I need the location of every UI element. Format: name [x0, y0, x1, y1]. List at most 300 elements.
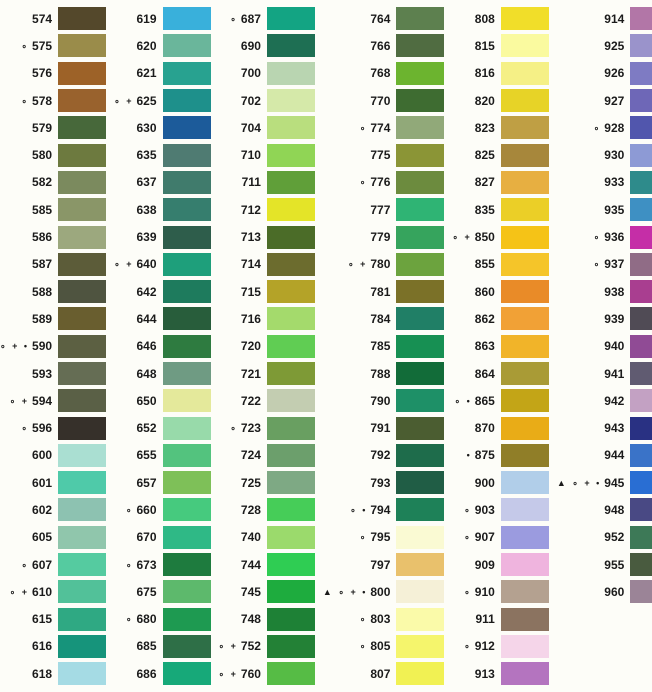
symbol-prefix: ∘ [359, 122, 368, 133]
color-swatch [163, 280, 211, 303]
color-number: 580 [32, 148, 53, 163]
symbol-prefix: ∘ [464, 504, 472, 515]
color-number: 955 [604, 557, 625, 572]
color-chip-row [0, 551, 106, 578]
color-swatch [396, 417, 444, 440]
color-swatch [501, 280, 549, 303]
chip-label [0, 286, 58, 298]
color-number: 714 [240, 257, 261, 272]
color-chip-row [323, 60, 444, 87]
chip-label [0, 95, 58, 107]
color-number: 660 [136, 502, 157, 517]
chip-label [114, 559, 162, 571]
chip-label [452, 586, 500, 598]
color-chip-row [219, 578, 315, 605]
color-number: 642 [136, 284, 157, 299]
color-number: 960 [604, 584, 625, 599]
color-number: 586 [32, 230, 53, 245]
color-chip-row [557, 251, 652, 278]
color-chip-row [557, 524, 652, 551]
color-swatch [267, 553, 315, 576]
color-chip-row [557, 305, 652, 332]
color-number: 870 [474, 421, 495, 436]
symbol-prefix: ∘ [125, 504, 134, 515]
color-swatch [267, 89, 315, 112]
chip-label [557, 13, 630, 25]
color-swatch [396, 198, 444, 221]
chip-label [323, 668, 396, 680]
color-number: 863 [474, 339, 495, 354]
color-swatch [267, 335, 315, 358]
color-number: 715 [240, 284, 261, 299]
symbol-prefix: ∘ + [114, 95, 134, 106]
color-swatch [630, 116, 652, 139]
color-chip-row [114, 360, 210, 387]
color-swatch [396, 116, 444, 139]
color-chip-row [0, 442, 106, 469]
color-number: 700 [240, 66, 261, 81]
color-swatch [396, 171, 444, 194]
color-chip-row [323, 251, 444, 278]
chip-label [452, 668, 500, 680]
color-number: 935 [604, 202, 625, 217]
color-chip-row [0, 578, 106, 605]
color-swatch [630, 7, 652, 30]
color-swatch [630, 89, 652, 112]
color-swatch [267, 526, 315, 549]
chip-label [114, 204, 162, 216]
chip-label [0, 67, 58, 79]
color-swatch [58, 526, 106, 549]
color-chip-row [452, 414, 548, 441]
color-number: 722 [240, 393, 261, 408]
color-number: 673 [136, 557, 157, 572]
color-swatch [58, 444, 106, 467]
chip-label [114, 67, 162, 79]
color-number: 785 [370, 339, 391, 354]
color-swatch [267, 34, 315, 57]
color-swatch [396, 662, 444, 685]
chip-label [219, 422, 267, 434]
chip-label [323, 449, 396, 461]
color-swatch [58, 171, 106, 194]
color-chip-row [114, 524, 210, 551]
color-number: 943 [604, 421, 625, 436]
color-number: 601 [32, 475, 53, 490]
chart-column [0, 5, 114, 692]
chip-label [452, 477, 500, 489]
color-swatch [163, 171, 211, 194]
symbol-prefix: ∘ + [452, 232, 472, 243]
color-swatch [630, 280, 652, 303]
color-swatch [501, 144, 549, 167]
chip-label [0, 340, 58, 352]
color-swatch [163, 144, 211, 167]
color-number: 820 [474, 93, 495, 108]
chip-label [0, 13, 58, 25]
chip-label [557, 286, 630, 298]
chip-label [557, 395, 630, 407]
color-chip-row [323, 196, 444, 223]
color-chip-row [0, 333, 106, 360]
color-chip-row [557, 387, 652, 414]
chip-label [557, 559, 630, 571]
color-swatch [501, 580, 549, 603]
color-number: 914 [604, 11, 625, 26]
color-swatch [501, 498, 549, 521]
color-number: 635 [136, 148, 157, 163]
color-chip-row [323, 524, 444, 551]
color-chip-row [114, 606, 210, 633]
color-chip-row [0, 360, 106, 387]
color-number: 748 [240, 612, 261, 627]
color-chip-row [114, 469, 210, 496]
chip-label [452, 313, 500, 325]
color-chip-row [452, 60, 548, 87]
color-chip-row [323, 169, 444, 196]
color-swatch [396, 34, 444, 57]
chip-label [219, 477, 267, 489]
color-swatch [267, 580, 315, 603]
chip-label [219, 231, 267, 243]
symbol-prefix: ∘ [125, 614, 134, 625]
color-chip-row [219, 469, 315, 496]
color-swatch [630, 553, 652, 576]
color-swatch [58, 34, 106, 57]
chip-label [114, 340, 162, 352]
chip-label [323, 640, 396, 652]
color-swatch [58, 417, 106, 440]
color-swatch [267, 144, 315, 167]
color-chip-row [219, 278, 315, 305]
color-chip-row [557, 278, 652, 305]
color-number: 805 [370, 639, 391, 654]
chip-label [323, 13, 396, 25]
color-swatch [267, 253, 315, 276]
color-swatch [501, 471, 549, 494]
chip-label [0, 422, 58, 434]
chip-label [114, 286, 162, 298]
color-number: 615 [32, 612, 53, 627]
chip-label [219, 340, 267, 352]
color-swatch [163, 471, 211, 494]
color-number: 930 [604, 148, 625, 163]
color-swatch [501, 7, 549, 30]
color-swatch [58, 62, 106, 85]
color-chip-row [219, 606, 315, 633]
symbol-prefix: ∘ + [218, 641, 238, 652]
color-swatch [58, 144, 106, 167]
color-chip-row [557, 60, 652, 87]
chip-label [323, 258, 396, 270]
color-chip-row [452, 141, 548, 168]
color-number: 574 [32, 11, 53, 26]
color-number: 794 [370, 502, 391, 517]
color-number: 938 [604, 284, 625, 299]
color-swatch [501, 662, 549, 685]
color-number: 797 [370, 557, 391, 572]
chip-label [0, 149, 58, 161]
color-chip-row [557, 360, 652, 387]
color-chip-row [219, 169, 315, 196]
symbol-prefix: ∘ + [347, 259, 368, 270]
color-number: 910 [474, 584, 495, 599]
color-swatch [630, 580, 652, 603]
color-swatch [163, 7, 211, 30]
chip-label [452, 449, 500, 461]
chart-column [452, 5, 556, 692]
color-number: 835 [474, 202, 495, 217]
color-number: 680 [136, 612, 157, 627]
color-chip-row [0, 60, 106, 87]
chart-column [219, 5, 323, 692]
color-number: 860 [474, 284, 495, 299]
color-number: 602 [32, 502, 53, 517]
color-chip-row [114, 305, 210, 332]
chip-label [452, 40, 500, 52]
color-swatch [267, 307, 315, 330]
color-number: 725 [240, 475, 261, 490]
color-swatch [163, 526, 211, 549]
color-swatch [163, 34, 211, 57]
color-swatch [630, 335, 652, 358]
chip-label [323, 340, 396, 352]
color-chip-row [219, 32, 315, 59]
chip-label [0, 368, 58, 380]
color-swatch [163, 335, 211, 358]
color-number: 792 [370, 448, 391, 463]
color-number: 780 [370, 257, 391, 272]
chip-label [0, 449, 58, 461]
color-number: 808 [474, 11, 495, 26]
color-swatch [163, 608, 211, 631]
color-number: 593 [32, 366, 53, 381]
color-chip-row [219, 60, 315, 87]
color-chip-row [0, 169, 106, 196]
color-number: 650 [136, 393, 157, 408]
chip-label [219, 640, 267, 652]
chip-label [557, 368, 630, 380]
color-swatch [630, 362, 652, 385]
chip-label [0, 395, 58, 407]
chip-label [0, 586, 58, 598]
symbol-prefix: ∘ + [9, 586, 30, 597]
symbol-prefix: ∘ [230, 13, 238, 24]
color-chip-row [114, 141, 210, 168]
color-chip-row [452, 278, 548, 305]
color-number: 744 [240, 557, 261, 572]
chip-label [219, 286, 267, 298]
chip-label [114, 368, 162, 380]
color-swatch [163, 580, 211, 603]
color-chip-row [219, 442, 315, 469]
color-swatch [630, 526, 652, 549]
symbol-prefix: ∘ [125, 559, 134, 570]
color-chip-row [557, 169, 652, 196]
chip-label [557, 258, 630, 270]
color-number: 925 [604, 38, 625, 53]
color-number: 619 [136, 11, 157, 26]
chip-label [452, 368, 500, 380]
color-swatch [58, 580, 106, 603]
color-swatch [501, 171, 549, 194]
color-chip-row [557, 578, 652, 605]
color-swatch [58, 608, 106, 631]
chip-label [452, 422, 500, 434]
color-chip-row [452, 223, 548, 250]
color-swatch [396, 144, 444, 167]
color-swatch [396, 635, 444, 658]
color-number: 740 [240, 530, 261, 545]
color-number: 752 [240, 639, 261, 654]
color-swatch [163, 417, 211, 440]
symbol-prefix: ▲ ∘ + • [322, 586, 368, 597]
chip-label [452, 286, 500, 298]
color-chip-row [323, 360, 444, 387]
color-chip-row [557, 469, 652, 496]
chip-label [114, 668, 162, 680]
chip-label [323, 286, 396, 298]
color-swatch [58, 335, 106, 358]
color-number: 864 [474, 366, 495, 381]
color-chip-row [452, 32, 548, 59]
chip-label [0, 668, 58, 680]
color-chip-row [557, 5, 652, 32]
color-swatch [630, 62, 652, 85]
color-swatch [396, 226, 444, 249]
chip-label [452, 231, 500, 243]
color-chip-row [452, 442, 548, 469]
color-number: 575 [32, 38, 53, 53]
color-number: 940 [604, 339, 625, 354]
color-swatch [396, 471, 444, 494]
color-swatch [630, 498, 652, 521]
color-swatch [501, 62, 549, 85]
color-chip-row [0, 5, 106, 32]
color-number: 781 [370, 284, 391, 299]
chip-label [452, 395, 500, 407]
color-swatch [501, 335, 549, 358]
chip-label [0, 531, 58, 543]
chip-label [219, 122, 267, 134]
symbol-prefix: ∘ [359, 614, 368, 625]
color-chip-row [0, 496, 106, 523]
color-chip-row [557, 141, 652, 168]
color-number: 875 [474, 448, 495, 463]
chart-column [557, 5, 652, 692]
color-swatch [58, 116, 106, 139]
chip-label [219, 67, 267, 79]
chip-label [452, 122, 500, 134]
color-number: 815 [474, 38, 495, 53]
color-number: 704 [240, 120, 261, 135]
chip-label [114, 40, 162, 52]
symbol-prefix: ∘ [21, 40, 30, 51]
color-number: 640 [136, 257, 157, 272]
color-number: 605 [32, 530, 53, 545]
color-chip-row [0, 87, 106, 114]
chip-label [219, 204, 267, 216]
chip-label [0, 204, 58, 216]
chip-label [114, 449, 162, 461]
color-number: 607 [32, 557, 53, 572]
color-number: 952 [604, 530, 625, 545]
color-swatch [267, 498, 315, 521]
chip-label [323, 368, 396, 380]
chip-label [0, 559, 58, 571]
chip-label [323, 40, 396, 52]
color-swatch [396, 553, 444, 576]
color-swatch [501, 362, 549, 385]
color-swatch [396, 362, 444, 385]
chip-label [114, 395, 162, 407]
chip-label [557, 449, 630, 461]
color-swatch [267, 471, 315, 494]
color-chip-row [0, 141, 106, 168]
chip-label [0, 477, 58, 489]
chip-label [323, 95, 396, 107]
chip-label [219, 149, 267, 161]
chip-label [0, 40, 58, 52]
color-number: 610 [32, 584, 53, 599]
symbol-prefix: ∘ [464, 586, 472, 597]
color-number: 712 [240, 202, 261, 217]
color-chip-row [557, 32, 652, 59]
color-swatch [396, 7, 444, 30]
chip-label [452, 67, 500, 79]
chip-label [114, 504, 162, 516]
color-chip-row [219, 141, 315, 168]
chip-label [219, 668, 267, 680]
chip-label [557, 67, 630, 79]
chip-label [557, 531, 630, 543]
symbol-prefix: ∘ + [9, 395, 30, 406]
color-number: 774 [370, 120, 391, 135]
chip-label [452, 149, 500, 161]
color-swatch [163, 444, 211, 467]
color-swatch [163, 116, 211, 139]
symbol-prefix: ∘ + • [0, 341, 30, 352]
symbol-prefix: ∘ [359, 641, 368, 652]
color-number: 800 [370, 584, 391, 599]
color-chip-row [219, 196, 315, 223]
color-swatch [501, 608, 549, 631]
color-number: 644 [136, 311, 157, 326]
color-chip-row [323, 114, 444, 141]
chip-label [114, 95, 162, 107]
chip-label [323, 176, 396, 188]
color-swatch [501, 417, 549, 440]
color-chip-row [114, 387, 210, 414]
color-chip-row [219, 360, 315, 387]
chip-label [114, 531, 162, 543]
color-number: 618 [32, 666, 53, 681]
color-chip-row [0, 114, 106, 141]
color-swatch [58, 280, 106, 303]
chip-label [323, 477, 396, 489]
symbol-prefix: ∘ [464, 641, 472, 652]
chip-label [219, 395, 267, 407]
color-number: 711 [241, 175, 261, 190]
symbol-prefix: ∘ [359, 177, 368, 188]
color-swatch [630, 34, 652, 57]
color-number: 784 [370, 311, 391, 326]
color-chip-row [557, 114, 652, 141]
color-swatch [267, 608, 315, 631]
chip-label [219, 258, 267, 270]
color-number: 639 [136, 230, 157, 245]
chip-label [557, 149, 630, 161]
